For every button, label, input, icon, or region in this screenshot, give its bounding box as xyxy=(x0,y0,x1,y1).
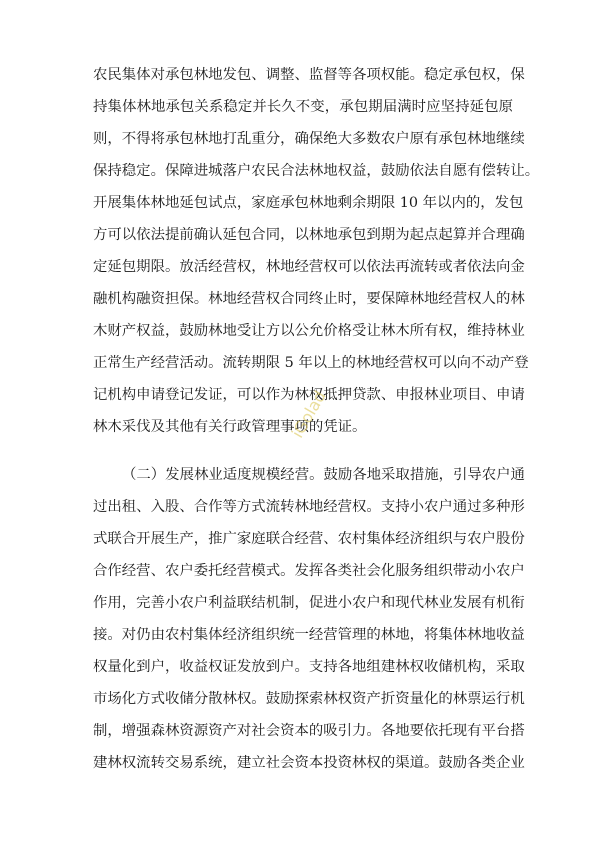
text-line: 制，增强森林资源资产对社会资本的吸引力。各地要依托现有平台搭 xyxy=(93,723,525,739)
text-line: 过出租、入股、合作等方式流转林地经营权。支持小农户通过多种形 xyxy=(93,499,525,515)
watermark-text: iGolad xyxy=(287,387,330,442)
section-heading-line: （二）发展林业适度规模经营。鼓励各地采取措施，引导农户通 xyxy=(122,467,525,483)
text-line: 市场化方式收储分散林权。鼓励探索林权资产折资量化的林票运行机 xyxy=(93,691,525,707)
text-line: 正常生产经营活动。流转期限 5 年以上的林地经营权可以向不动产登 xyxy=(93,355,529,371)
text-line: 接。对仍由农村集体经济组织统一经营管理的林地，将集体林地收益 xyxy=(93,627,525,643)
text-line: 合作经营、农户委托经营模式。发挥各类社会化服务组织带动小农户 xyxy=(93,563,525,579)
text-line: 方可以依法提前确认延包合同，以林地承包到期为起点起算并合理确 xyxy=(93,227,525,243)
text-line: 记机构申请登记发证，可以作为林权抵押贷款、申报林业项目、申请 xyxy=(93,387,525,403)
text-line: 持集体林地承包关系稳定并长久不变，承包期届满时应坚持延包原 xyxy=(93,99,513,115)
text-line: 则，不得将承包林地打乱重分，确保绝大多数农户原有承包林地继续 xyxy=(93,131,525,147)
text-line: 开展集体林地延包试点，家庭承包林地剩余期限 10 年以内的，发包 xyxy=(93,195,524,211)
text-line: 建林权流转交易系统，建立社会资本投资林权的渠道。鼓励各类企业 xyxy=(93,755,525,771)
text-line: 林木采伐及其他有关行政管理事项的凭证。 xyxy=(93,419,367,435)
text-line: 式联合开展生产，推广家庭联合经营、农村集体经济组织与农户股份 xyxy=(93,531,525,547)
text-line: 木财产权益，鼓励林地受让方以公允价格受让林木所有权，维持林业 xyxy=(93,323,525,339)
text-line: 定延包期限。放活经营权，林地经营权可以依法再流转或者依法向金 xyxy=(93,259,525,275)
text-line: 保持稳定。保障进城落户农民合法林地权益，鼓励依法自愿有偿转让。 xyxy=(93,163,540,179)
text-line: 作用，完善小农户利益联结机制，促进小农户和现代林业发展有机衔 xyxy=(93,595,525,611)
text-line: 权量化到户，收益权证发放到户。支持各地组建林权收储机构，采取 xyxy=(93,659,525,675)
text-line: 农民集体对承包林地发包、调整、监督等各项权能。稳定承包权，保 xyxy=(93,67,525,83)
text-line: 融机构融资担保。林地经营权合同终止时，要保障林地经营权人的林 xyxy=(93,291,525,307)
